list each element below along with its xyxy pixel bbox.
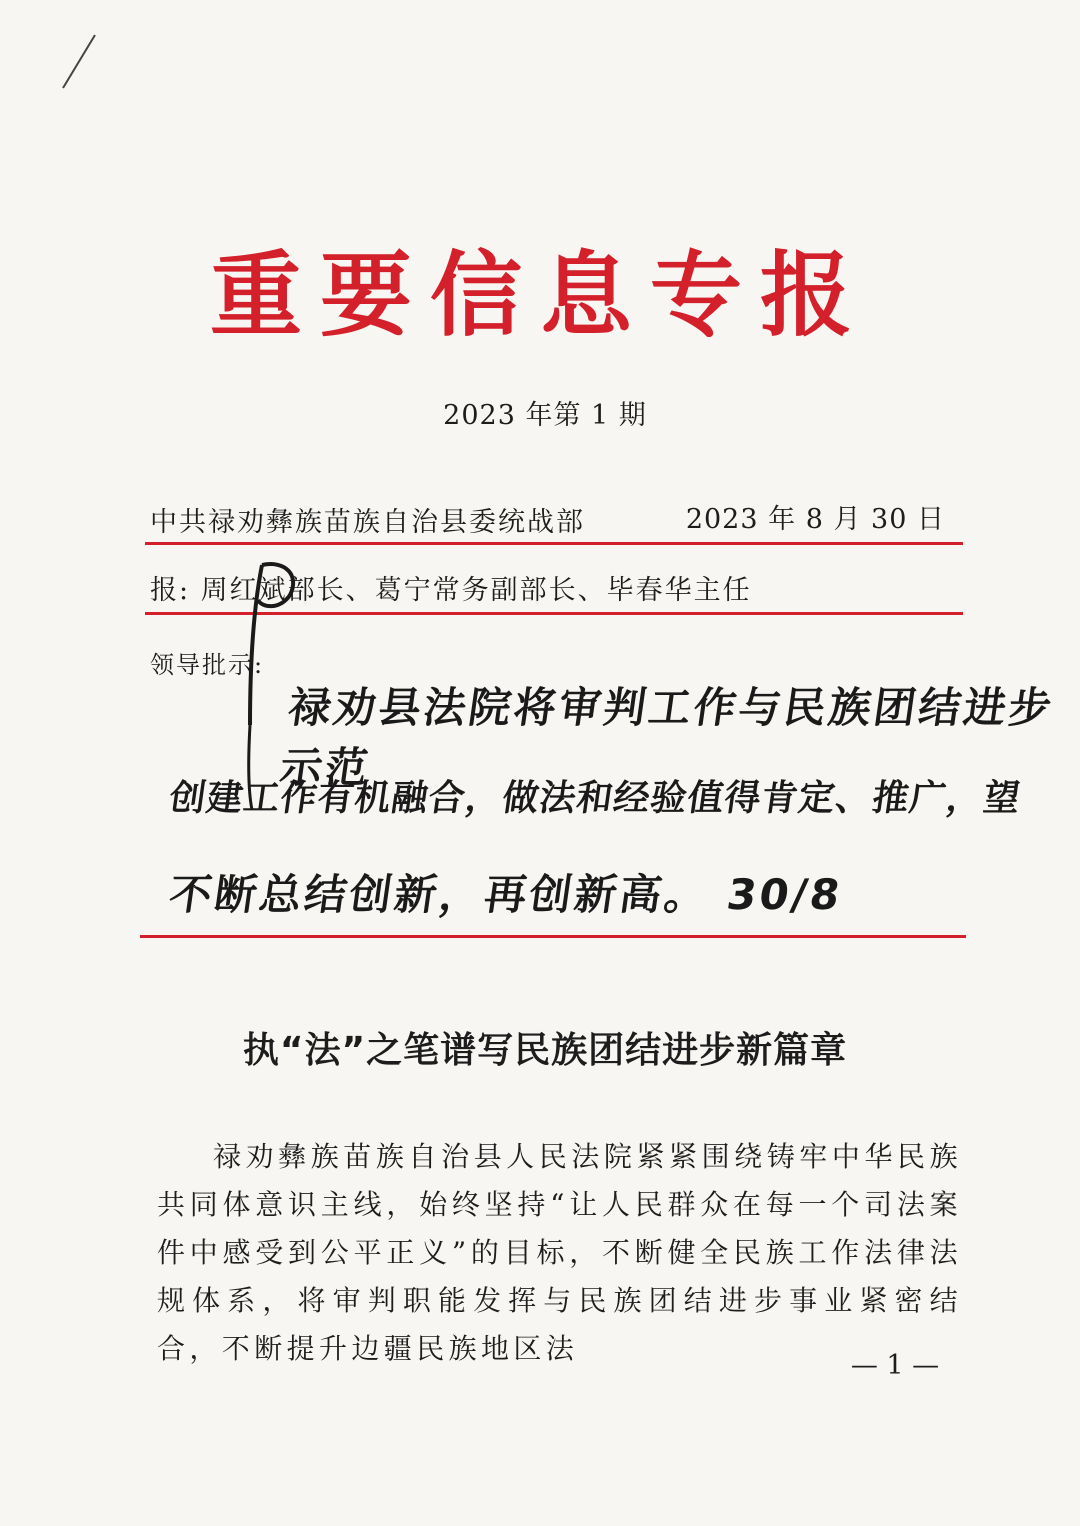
- issuing-organization: 中共禄劝彝族苗族自治县委统战部: [150, 507, 585, 538]
- red-divider-1: [145, 542, 963, 545]
- article-heading: 执“法”之笔谱写民族团结进步新篇章: [242, 1030, 848, 1071]
- report-recipients: 报: 周红斌部长、葛宁常务副部长、毕春华主任: [150, 575, 752, 606]
- red-divider-3: [140, 935, 966, 938]
- instructions-label: 领导批示:: [150, 651, 265, 679]
- handwritten-line-3: 不断总结创新，再创新高。 30/8: [166, 870, 846, 919]
- corner-pen-mark: [55, 30, 105, 95]
- handwritten-line-1: 禄劝县法院将审判工作与民族团结进步示范: [276, 683, 1058, 792]
- red-divider-2: [145, 612, 963, 615]
- document-title: 重要信息专报: [209, 241, 870, 349]
- page-number-text: — 1 —: [850, 1350, 940, 1381]
- issue-number: 2023 年第 1 期: [443, 400, 647, 431]
- issue-date: 2023 年 8 月 30 日: [685, 504, 945, 535]
- article-body: 禄劝彝族苗族自治县人民法院紧紧围绕铸牢中华民族共同体意识主线，始终坚持“让人民群众在每一个司法案件中感受到公平正义”的目标，不断健全民族工作法律法规体系，将审判职能发挥与民族团结进步事业紧密结合，不断提升边疆民族地区法: [157, 1140, 962, 1365]
- handwritten-line-2: 创建工作有机融合，做法和经验值得肯定、推广，望: [166, 778, 1024, 819]
